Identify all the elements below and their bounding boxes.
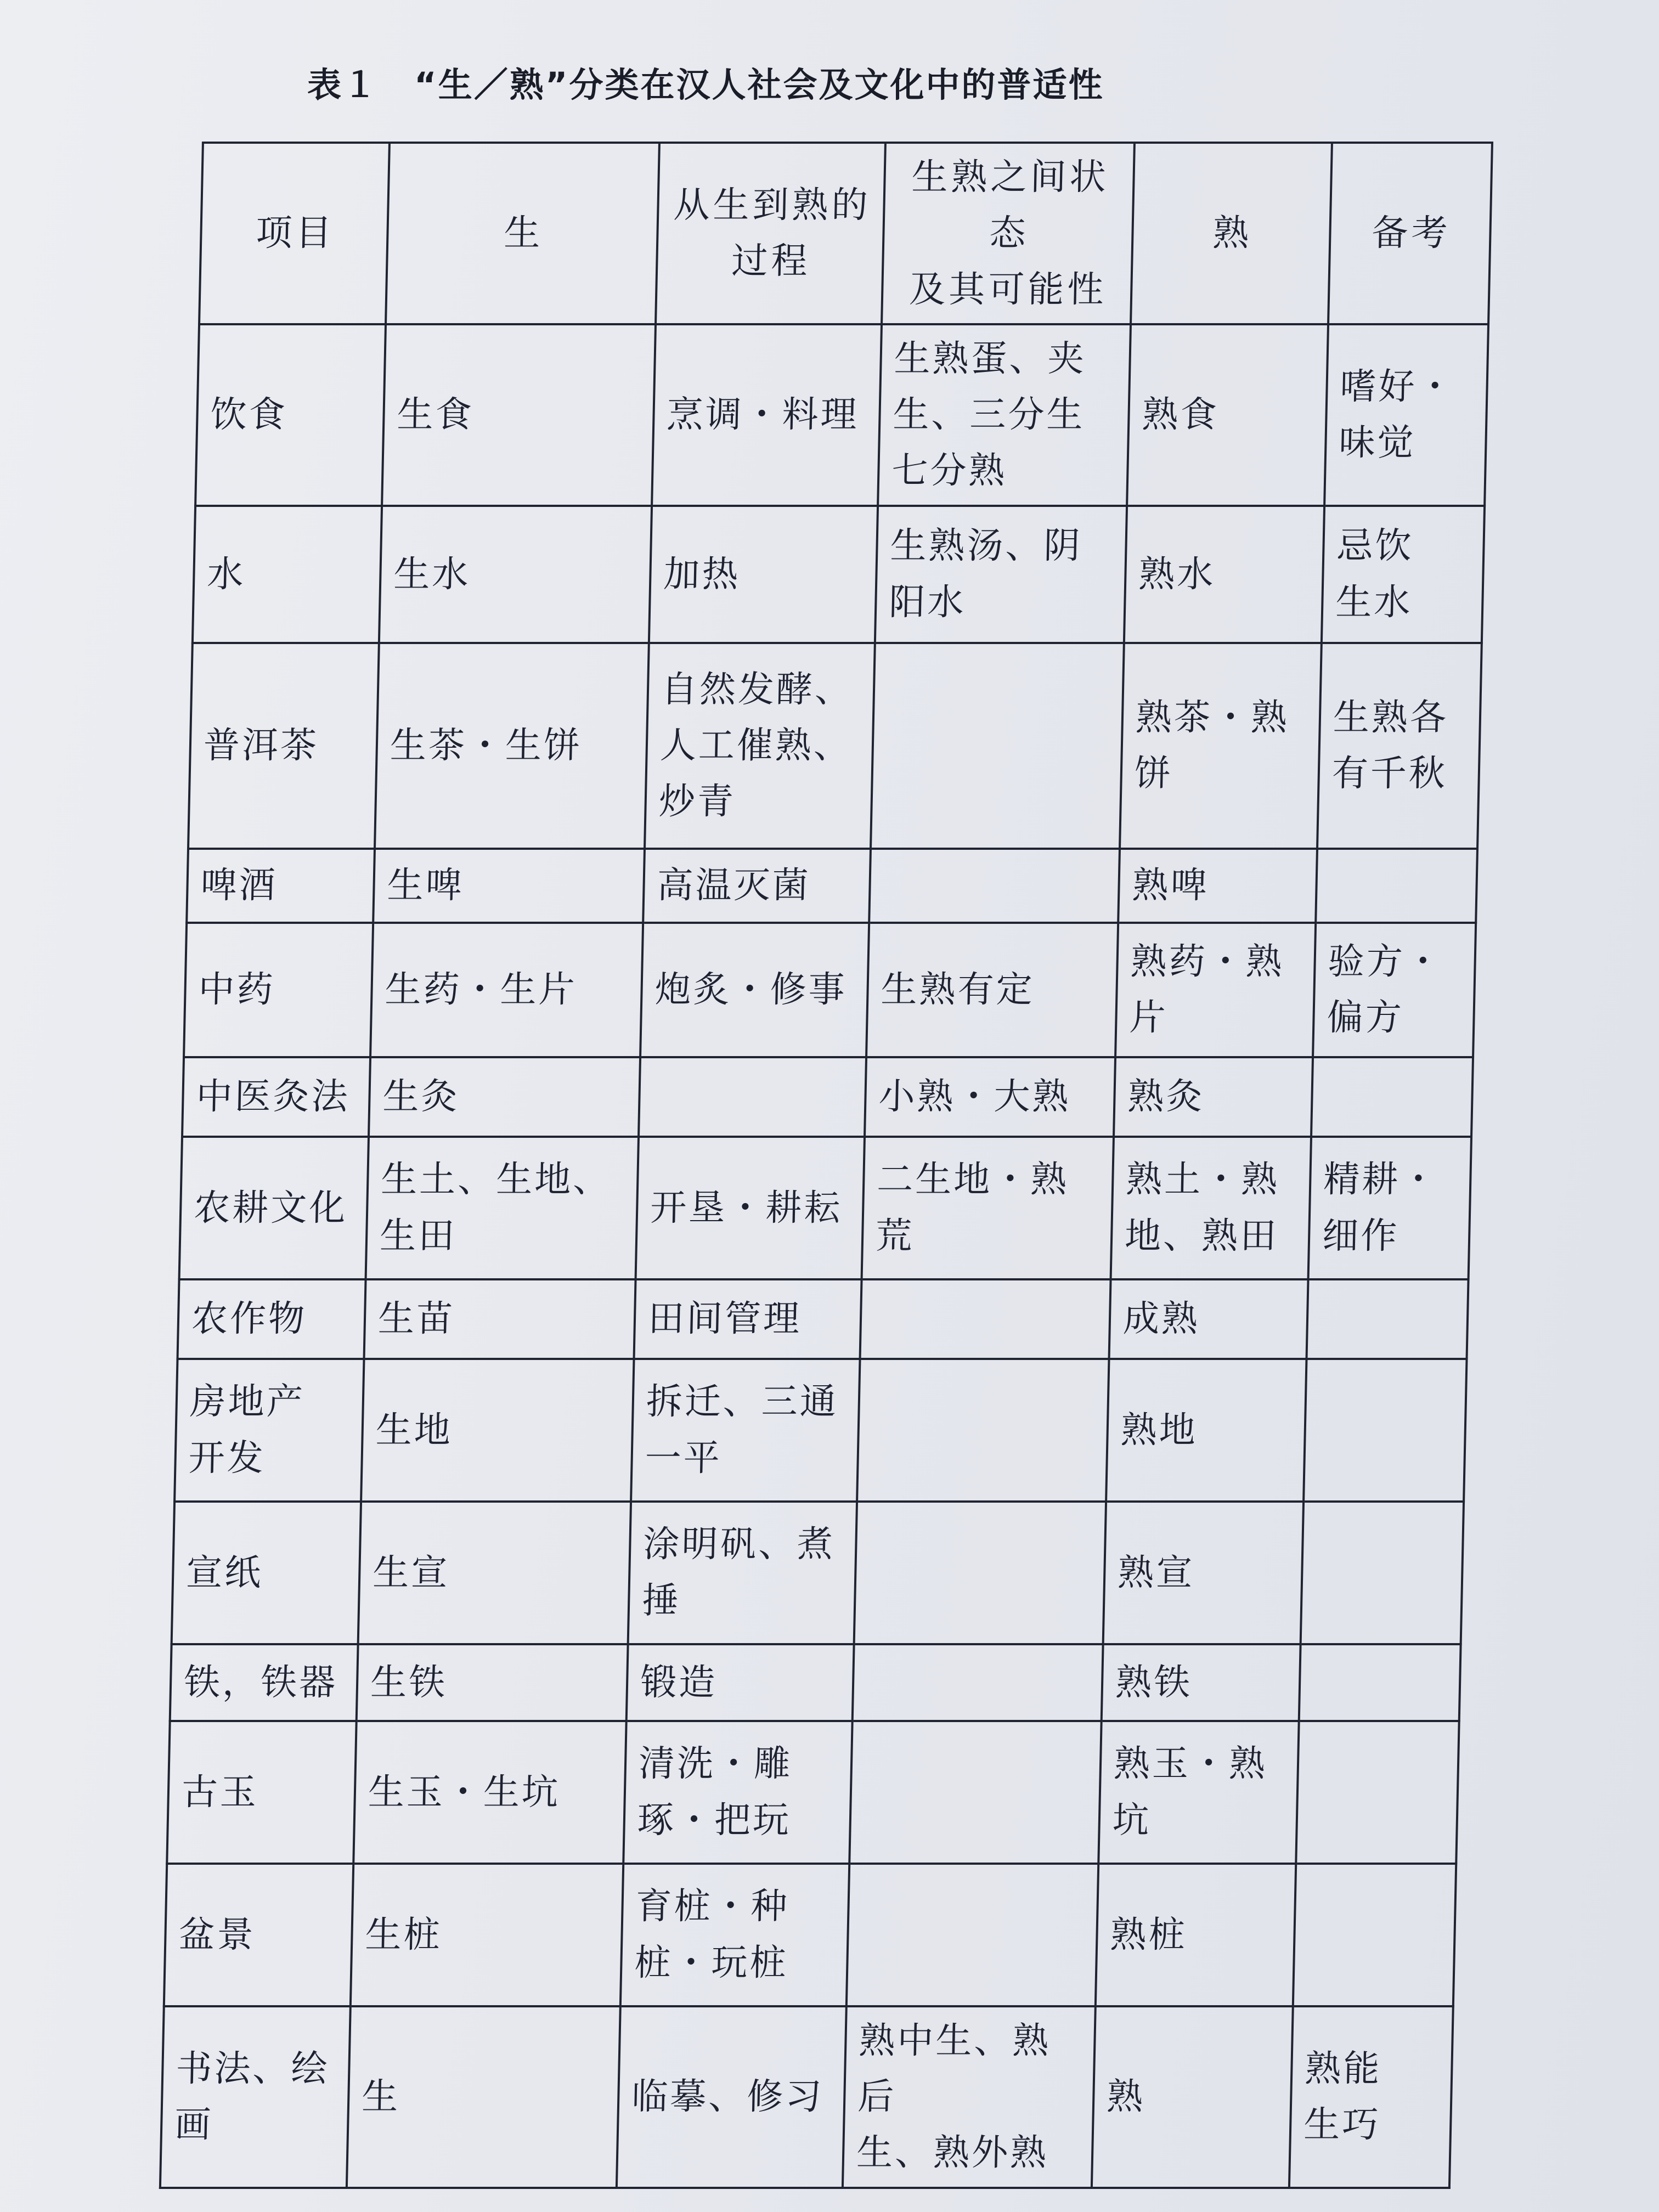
column-header: 从生到熟的 过程	[656, 143, 885, 324]
table-row	[188, 643, 1482, 849]
item-cell: 中医灸法	[182, 1057, 370, 1137]
item-cell: 书法、绘 画	[160, 2006, 351, 2188]
note-cell: 生熟各 有千秋	[1317, 643, 1482, 849]
note-cell: 熟能 生巧	[1289, 2006, 1453, 2188]
between-cell: 生熟有定	[866, 923, 1118, 1057]
table-row	[193, 506, 1485, 643]
raw-cell: 生食	[382, 324, 656, 506]
cooked-cell: 熟食	[1127, 324, 1328, 506]
table-body	[160, 143, 1492, 2188]
between-cell	[853, 1644, 1103, 1721]
cooked-cell: 熟桩	[1096, 1864, 1296, 2006]
item-cell: 普洱茶	[188, 643, 379, 849]
process-cell	[639, 1057, 866, 1137]
between-cell: 生熟蛋、夹 生、三分生 七分熟	[878, 324, 1131, 506]
item-cell: 宣纸	[172, 1502, 361, 1644]
raw-cell: 生宣	[358, 1502, 631, 1644]
cooked-cell: 熟玉・熟 坑	[1098, 1721, 1299, 1864]
item-cell: 中药	[184, 923, 373, 1057]
raw-cell: 生玉・生坑	[353, 1721, 626, 1864]
raw-cell: 生土、生地、 生田	[366, 1137, 639, 1279]
cooked-cell: 熟啤	[1118, 849, 1317, 923]
between-cell	[869, 849, 1120, 923]
table-row	[178, 1279, 1469, 1359]
between-cell	[854, 1502, 1106, 1644]
cooked-cell: 熟	[1092, 2006, 1293, 2188]
raw-cell: 生地	[361, 1359, 634, 1502]
raw-cell: 生苗	[364, 1279, 636, 1359]
process-cell: 拆迁、三通 一平	[631, 1359, 860, 1502]
between-cell	[847, 1864, 1098, 2006]
process-cell: 开垦・耕耘	[636, 1137, 865, 1279]
cooked-cell: 熟土・熟 地、熟田	[1111, 1137, 1311, 1279]
item-cell: 农耕文化	[179, 1137, 369, 1279]
process-cell: 高温灭菌	[643, 849, 871, 923]
between-cell	[849, 1721, 1101, 1864]
process-cell: 临摹、修习	[617, 2006, 847, 2188]
process-cell: 育桩・种 桩・玩桩	[620, 1864, 849, 2006]
raw-cell: 生桩	[351, 1864, 623, 2006]
between-cell: 熟中生、熟后 生、熟外熟	[843, 2006, 1096, 2188]
cooked-cell: 成熟	[1109, 1279, 1308, 1359]
cooked-cell: 熟茶・熟 饼	[1120, 643, 1322, 849]
process-cell: 田间管理	[634, 1279, 862, 1359]
note-cell: 精耕・ 细作	[1308, 1137, 1471, 1279]
cooked-cell: 熟铁	[1102, 1644, 1301, 1721]
table-row	[160, 2006, 1453, 2188]
cooked-cell: 熟水	[1124, 506, 1324, 643]
column-header: 生	[386, 143, 659, 324]
cooked-cell: 熟药・熟 片	[1115, 923, 1316, 1057]
process-cell: 清洗・雕 琢・把玩	[623, 1721, 852, 1864]
between-cell	[871, 643, 1124, 849]
table-container	[160, 142, 1491, 2174]
note-cell	[1293, 1864, 1456, 2006]
classification-table	[159, 142, 1493, 2189]
note-cell	[1299, 1644, 1461, 1721]
between-cell: 生熟汤、阴 阳水	[875, 506, 1127, 643]
note-cell	[1301, 1502, 1464, 1644]
process-cell: 加热	[649, 506, 878, 643]
item-cell: 铁，铁器	[170, 1644, 358, 1721]
item-cell: 古玉	[167, 1721, 356, 1864]
note-cell	[1307, 1279, 1469, 1359]
table-row	[167, 1721, 1459, 1864]
raw-cell: 生药・生片	[370, 923, 643, 1057]
column-header: 熟	[1131, 143, 1332, 324]
header-row	[199, 143, 1492, 324]
cooked-cell: 熟灸	[1114, 1057, 1313, 1137]
column-header: 备考	[1328, 143, 1492, 324]
process-cell: 炮炙・修事	[640, 923, 869, 1057]
item-cell: 啤酒	[187, 849, 375, 923]
table-row	[195, 324, 1488, 506]
note-cell	[1304, 1359, 1466, 1502]
process-cell: 锻造	[627, 1644, 854, 1721]
process-cell: 自然发酵、 人工催熟、 炒青	[645, 643, 875, 849]
between-cell: 二生地・熟 荒	[862, 1137, 1114, 1279]
process-cell: 涂明矾、煮 捶	[628, 1502, 857, 1644]
note-cell: 忌饮 生水	[1322, 506, 1485, 643]
table-row	[187, 849, 1477, 923]
raw-cell: 生	[347, 2006, 620, 2188]
raw-cell: 生灸	[369, 1057, 640, 1137]
between-cell: 小熟・大熟	[865, 1057, 1115, 1137]
note-cell	[1311, 1057, 1473, 1137]
table-row	[170, 1644, 1461, 1721]
table-row	[179, 1137, 1471, 1279]
table-row	[174, 1359, 1466, 1502]
item-cell: 农作物	[178, 1279, 366, 1359]
raw-cell: 生水	[379, 506, 652, 643]
item-cell: 盆景	[164, 1864, 353, 2006]
note-cell: 嗜好・ 味觉	[1324, 324, 1488, 506]
between-cell	[860, 1279, 1111, 1359]
raw-cell: 生茶・生饼	[375, 643, 649, 849]
raw-cell: 生铁	[357, 1644, 628, 1721]
table-row	[164, 1864, 1456, 2006]
cooked-cell: 熟宣	[1103, 1502, 1304, 1644]
column-header: 生熟之间状态 及其可能性	[882, 143, 1135, 324]
note-cell	[1316, 849, 1477, 923]
table-row	[182, 1057, 1473, 1137]
cooked-cell: 熟地	[1106, 1359, 1306, 1502]
table-row	[172, 1502, 1464, 1644]
note-cell	[1296, 1721, 1459, 1864]
column-header: 项目	[199, 143, 390, 324]
item-cell: 房地产 开发	[174, 1359, 364, 1502]
between-cell	[857, 1359, 1109, 1502]
table-title: 表１ “生／熟”分类在汉人社会及文化中的普适性	[307, 65, 1104, 105]
note-cell: 验方・ 偏方	[1313, 923, 1476, 1057]
raw-cell: 生啤	[373, 849, 645, 923]
item-cell: 水	[193, 506, 382, 643]
table-row	[184, 923, 1476, 1057]
item-cell: 饮食	[195, 324, 386, 506]
process-cell: 烹调・料理	[652, 324, 882, 506]
